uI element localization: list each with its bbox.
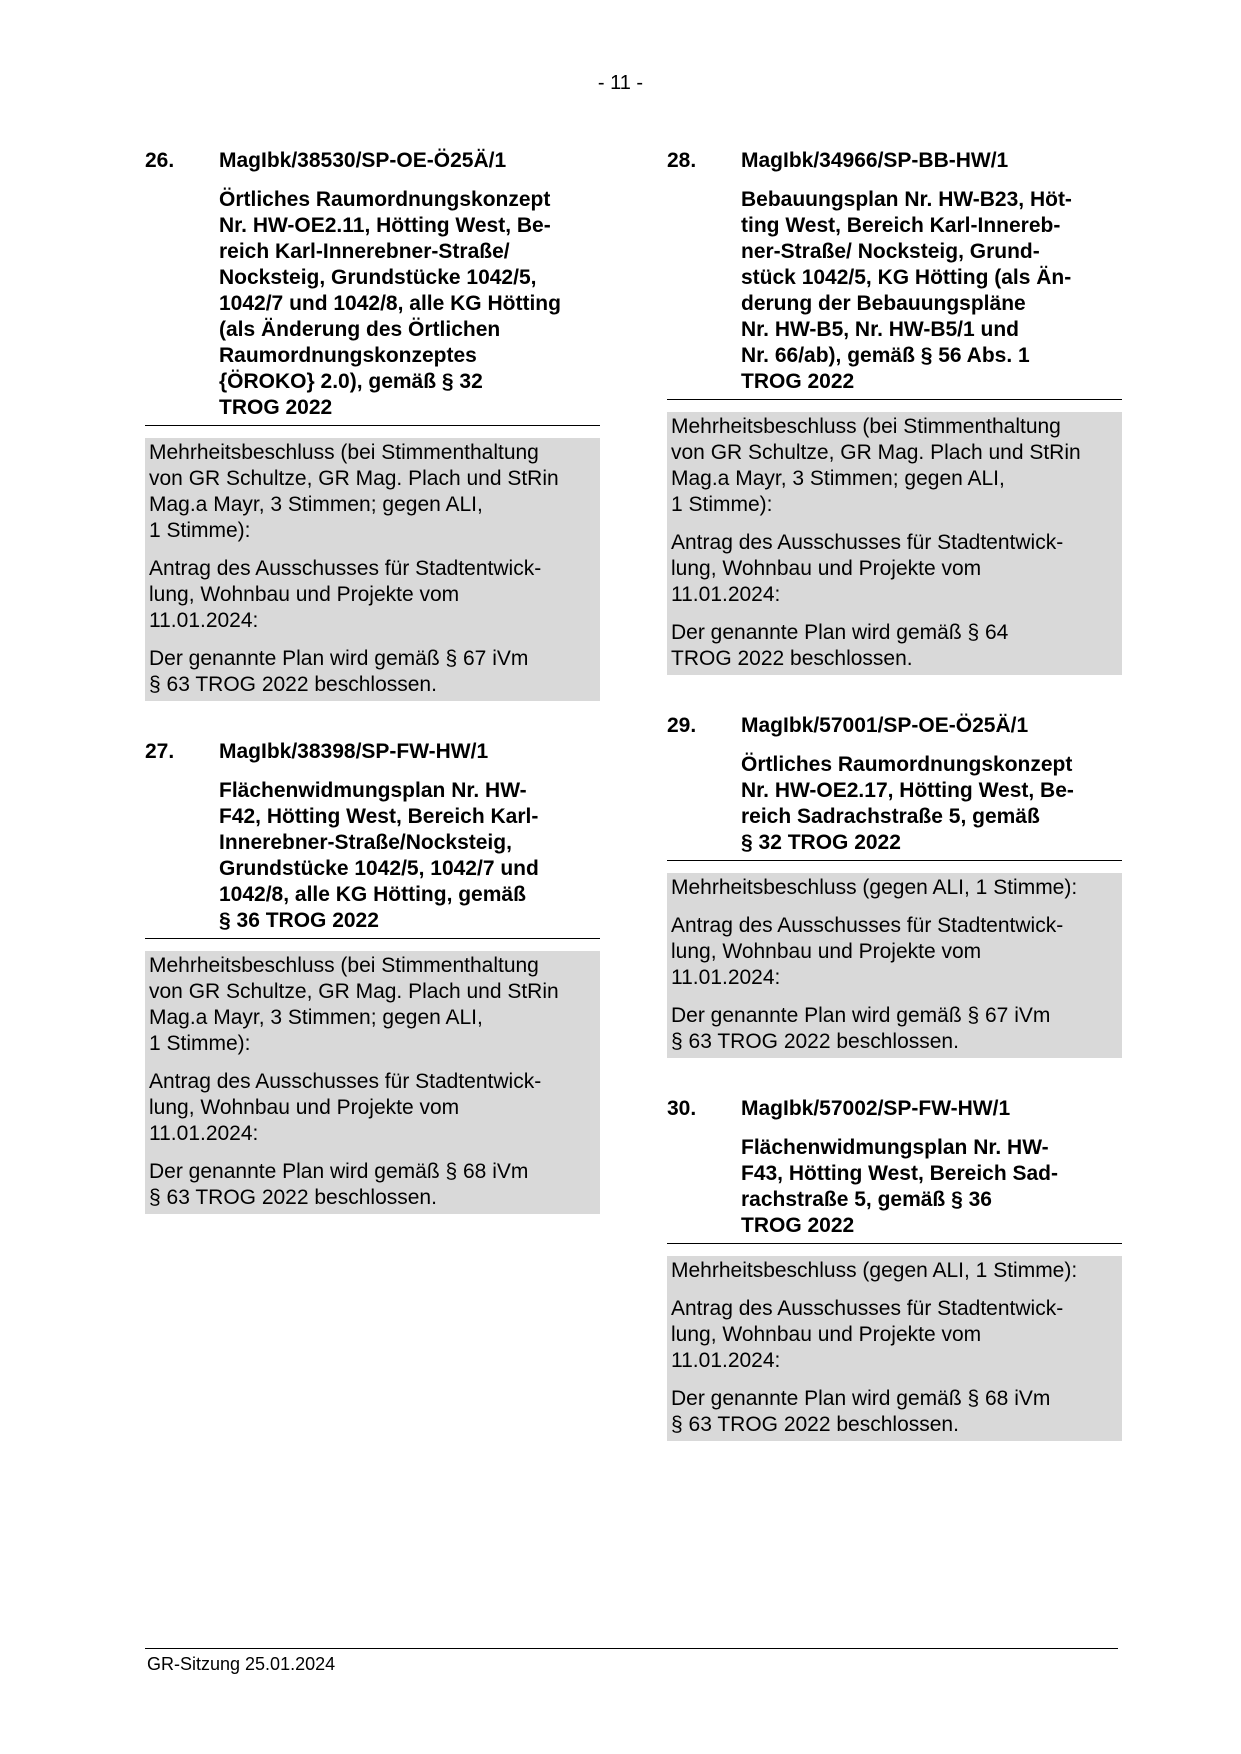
footer-divider xyxy=(145,1648,1118,1649)
result-text: Der genannte Plan wird gemäß § 68 iVm § 63 TROG 2022 beschlossen. xyxy=(149,1160,529,1209)
item-heading xyxy=(145,148,600,174)
divider xyxy=(667,399,1122,400)
item-number: 29. xyxy=(667,714,697,737)
motion-text: Antrag des Ausschusses für Stadtentwick- lung, Wohnbau und Projekte vom 11.01.2024: xyxy=(149,557,542,632)
agenda-item-28 xyxy=(667,148,1122,675)
agenda-item-30 xyxy=(667,1096,1122,1441)
item-number: 27. xyxy=(145,740,175,763)
decision-text: Mehrheitsbeschluss (bei Stimmenthaltung von GR Schultze, GR Mag. Plach und StRin Mag.a Mayr, 3 Stimmen; gegen ALI, 1 Stimme): xyxy=(149,954,559,1055)
right-column xyxy=(667,148,1122,1479)
item-heading xyxy=(667,1096,1122,1122)
result-text: Der genannte Plan wird gemäß § 68 iVm § 63 TROG 2022 beschlossen. xyxy=(671,1387,1051,1436)
decision-text: Mehrheitsbeschluss (bei Stimmenthaltung von GR Schultze, GR Mag. Plach und StRin Mag.a Mayr, 3 Stimmen; gegen ALI, 1 Stimme): xyxy=(671,415,1081,516)
item-heading xyxy=(145,739,600,765)
item-code: MagIbk/34966/SP-BB-HW/1 xyxy=(741,149,1009,172)
item-code: MagIbk/57002/SP-FW-HW/1 xyxy=(741,1097,1011,1120)
agenda-item-29 xyxy=(667,713,1122,1058)
decision-text: Mehrheitsbeschluss (gegen ALI, 1 Stimme): xyxy=(671,876,1078,899)
item-heading xyxy=(667,148,1122,174)
motion-text: Antrag des Ausschusses für Stadtentwick- lung, Wohnbau und Projekte vom 11.01.2024: xyxy=(671,914,1064,989)
resolution-box xyxy=(145,438,600,701)
motion-text: Antrag des Ausschusses für Stadtentwick- lung, Wohnbau und Projekte vom 11.01.2024: xyxy=(671,1297,1064,1372)
divider xyxy=(145,425,600,426)
resolution-box xyxy=(667,412,1122,675)
result-text: Der genannte Plan wird gemäß § 64 TROG 2022 beschlossen. xyxy=(671,621,1009,670)
item-code: MagIbk/38530/SP-OE-Ö25Ä/1 xyxy=(219,149,507,172)
item-number: 30. xyxy=(667,1097,697,1120)
item-heading xyxy=(667,713,1122,739)
item-title: Flächenwidmungsplan Nr. HW- F43, Hötting West, Bereich Sad- rachstraße 5, gemäß § 36 TROG 2022 xyxy=(741,1136,1058,1237)
resolution-box xyxy=(667,1256,1122,1441)
divider xyxy=(145,938,600,939)
agenda-item-27 xyxy=(145,739,600,1214)
resolution-box xyxy=(145,951,600,1214)
result-text: Der genannte Plan wird gemäß § 67 iVm § 63 TROG 2022 beschlossen. xyxy=(671,1004,1051,1053)
decision-text: Mehrheitsbeschluss (bei Stimmenthaltung von GR Schultze, GR Mag. Plach und StRin Mag.a Mayr, 3 Stimmen; gegen ALI, 1 Stimme): xyxy=(149,441,559,542)
decision-text: Mehrheitsbeschluss (gegen ALI, 1 Stimme): xyxy=(671,1259,1078,1282)
result-text: Der genannte Plan wird gemäß § 67 iVm § 63 TROG 2022 beschlossen. xyxy=(149,647,529,696)
item-title: Örtliches Raumordnungskonzept Nr. HW-OE2.17, Hötting West, Be- reich Sadrachstraße 5, gemäß § 32 TROG 2022 xyxy=(741,753,1074,854)
footer-text: GR-Sitzung 25.01.2024 xyxy=(147,1654,336,1674)
resolution-box xyxy=(667,873,1122,1058)
item-title: Flächenwidmungsplan Nr. HW- F42, Hötting West, Bereich Karl- Innerebner-Straße/Nocksteig, Grundstücke 1042/5, 1042/7 und 1042/8, alle KG Hötting, gemäß § 36 TROG 2022 xyxy=(219,779,539,932)
page-number: - 11 - xyxy=(597,72,644,94)
agenda-item-26 xyxy=(145,148,600,701)
item-code: MagIbk/57001/SP-OE-Ö25Ä/1 xyxy=(741,714,1029,737)
item-number: 26. xyxy=(145,149,175,172)
motion-text: Antrag des Ausschusses für Stadtentwick- lung, Wohnbau und Projekte vom 11.01.2024: xyxy=(671,531,1064,606)
divider xyxy=(667,1243,1122,1244)
item-code: MagIbk/38398/SP-FW-HW/1 xyxy=(219,740,489,763)
divider xyxy=(667,860,1122,861)
motion-text: Antrag des Ausschusses für Stadtentwick- lung, Wohnbau und Projekte vom 11.01.2024: xyxy=(149,1070,542,1145)
item-title: Örtliches Raumordnungskonzept Nr. HW-OE2.11, Hötting West, Be- reich Karl-Innerebner-Straße/ Nocksteig, Grundstücke 1042/5, 1042/7 und 1042/8, alle KG Hötting (als Änderung des Örtlichen Raumordnungskonzeptes {ÖROKO} 2.0), gemäß § 32 TROG 2022 xyxy=(219,188,561,419)
item-number: 28. xyxy=(667,149,697,172)
item-title: Bebauungsplan Nr. HW-B23, Höt- ting West, Bereich Karl-Innereb- ner-Straße/ Nocksteig, Grund- stück 1042/5, KG Hötting (als Än- derung der Bebauungspläne Nr. HW-B5, Nr. HW-B5/1 und Nr. 66/ab), gemäß § 56 Abs. 1 TROG 2022 xyxy=(741,188,1072,393)
left-column xyxy=(145,148,600,1252)
